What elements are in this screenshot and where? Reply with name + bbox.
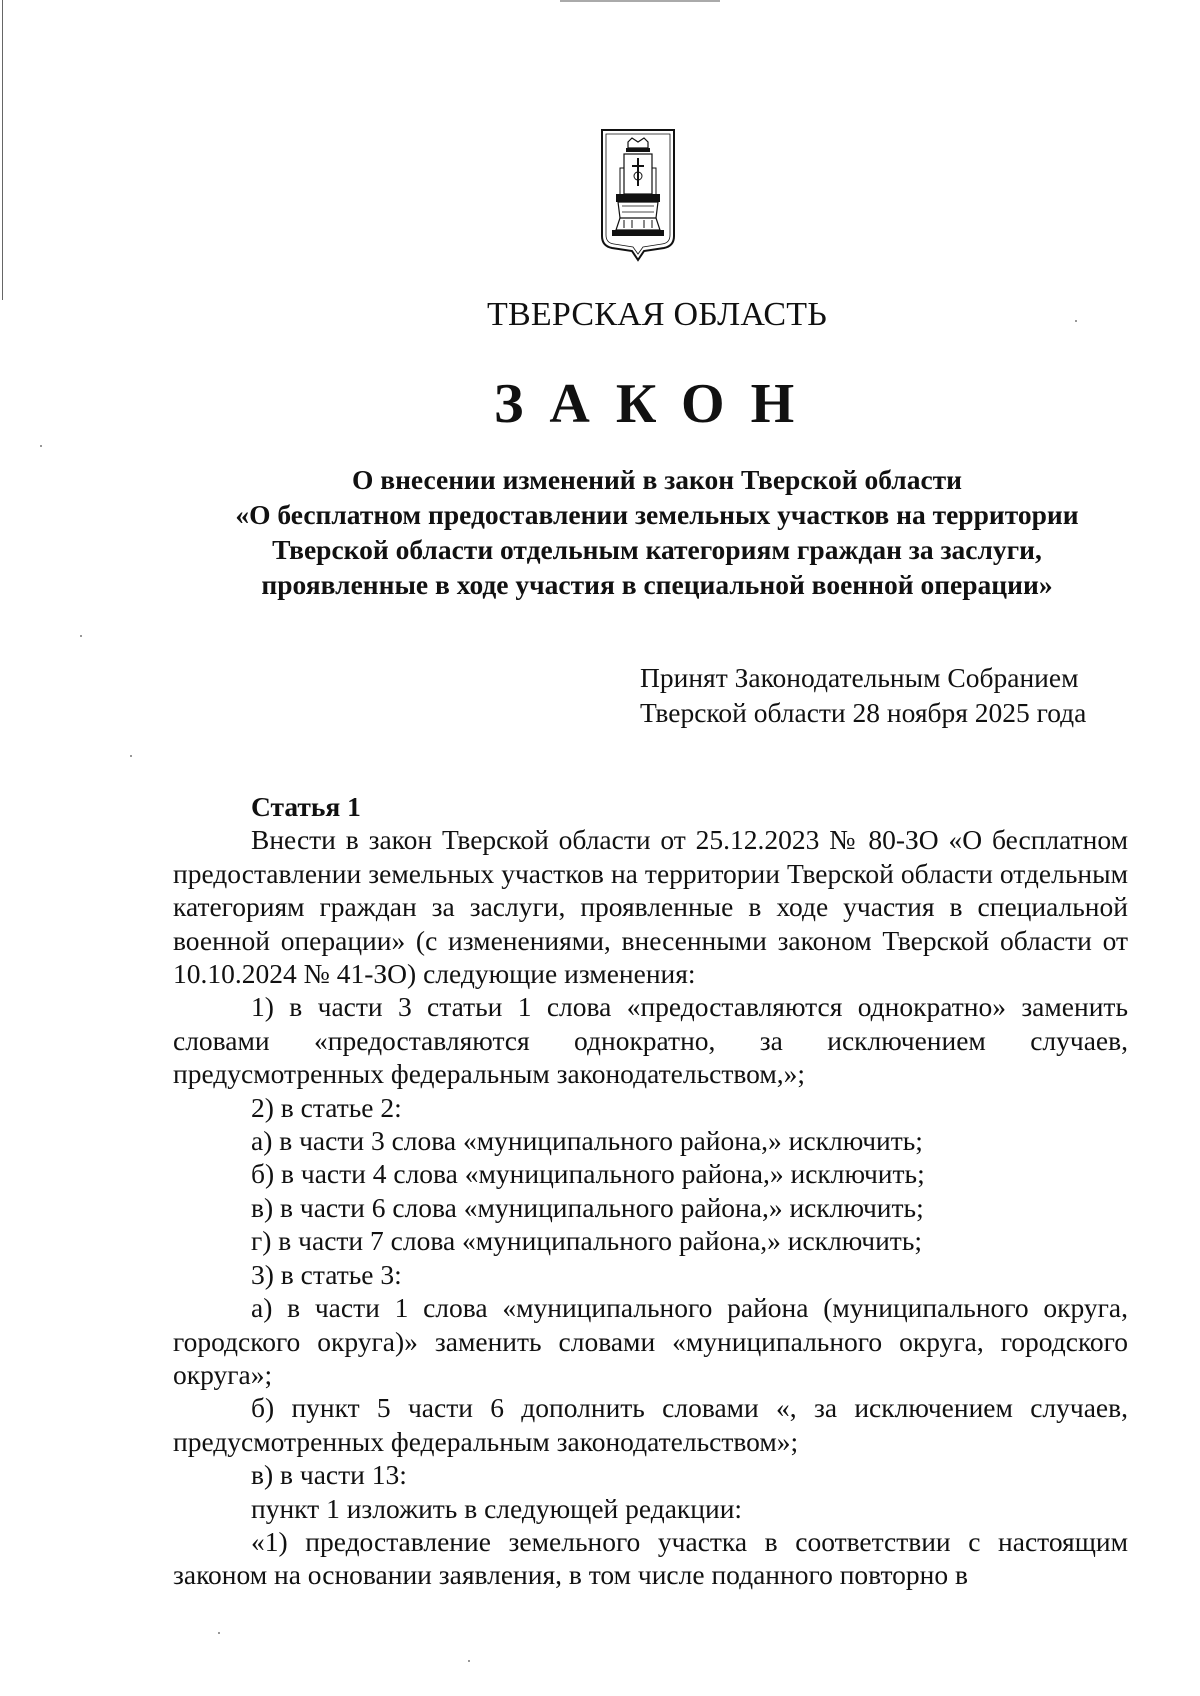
scan-speck <box>40 445 42 447</box>
article-paragraph: в) в части 6 слова «муниципального района,» исключить; <box>251 1191 924 1223</box>
tver-coat-of-arms-icon <box>600 128 676 262</box>
article-paragraph: 3) в статье 3: <box>251 1258 402 1290</box>
adoption-line: Принят Законодательным Собранием <box>640 662 1079 693</box>
article-paragraph: а) в части 1 слова «муниципального района (муниципального округа, городского округа)» заменить словами «муниципального округа, городского округа»; <box>173 1292 1128 1390</box>
document-type-heading: ЗАКОН <box>493 373 821 435</box>
article-paragraph: пункт 1 изложить в следующей редакции: <box>251 1492 743 1524</box>
law-title-line: проявленные в ходе участия в специальной военной операции» <box>261 569 1053 600</box>
law-title <box>160 462 1154 602</box>
article-paragraph: 2) в статье 2: <box>251 1091 402 1123</box>
article-paragraph: г) в части 7 слова «муниципального района,» исключить; <box>251 1225 923 1257</box>
article-paragraph: б) в части 4 слова «муниципального района,» исключить; <box>251 1158 925 1190</box>
article-paragraph: а) в части 3 слова «муниципального района,» исключить; <box>251 1125 923 1157</box>
scan-speck <box>130 755 132 757</box>
article-paragraph: в) в части 13: <box>251 1459 407 1491</box>
scan-edge-mark <box>560 0 720 2</box>
region-name: ТВЕРСКАЯ ОБЛАСТЬ <box>487 296 827 333</box>
article-paragraph: «1) предоставление земельного участка в соответствии с настоящим законом на основании заявления, в том числе поданного повторно в <box>173 1525 1128 1591</box>
article-paragraph: 1) в части 3 статьи 1 слова «предоставляются однократно» заменить словами «предоставляются однократно, за исключением случаев, предусмотренных федеральным законодательством,»; <box>173 991 1128 1090</box>
article-paragraph: Внести в закон Тверской области от 25.12.2023 № 80-ЗО «О бесплатном предоставлении земельных участков на территории Тверской области отдельным категориям граждан за заслуги, проявленные в ходе участия в специальной военной операции» (с изменениями, внесенными законом Тверской области от 10.10.2024 № 41-ЗО) следующие изменения: <box>173 824 1128 990</box>
adoption-line: Тверской области 28 ноября 2025 года <box>640 697 1087 728</box>
law-title-line: Тверской области отдельным категориям граждан за заслуги, <box>272 534 1042 565</box>
scan-edge-mark <box>2 0 3 300</box>
scan-speck <box>218 1632 220 1634</box>
scan-speck <box>468 1660 470 1662</box>
law-title-line: «О бесплатном предоставлении земельных участков на территории <box>235 499 1079 530</box>
article-1 <box>173 790 1128 1592</box>
scan-speck <box>80 635 82 637</box>
adoption-note <box>640 660 1086 730</box>
article-paragraph: б) пункт 5 части 6 дополнить словами «, за исключением случаев, предусмотренных федеральным законодательством»; <box>173 1392 1128 1457</box>
article-heading: Статья 1 <box>251 791 361 822</box>
law-title-line: О внесении изменений в закон Тверской области <box>351 464 963 495</box>
